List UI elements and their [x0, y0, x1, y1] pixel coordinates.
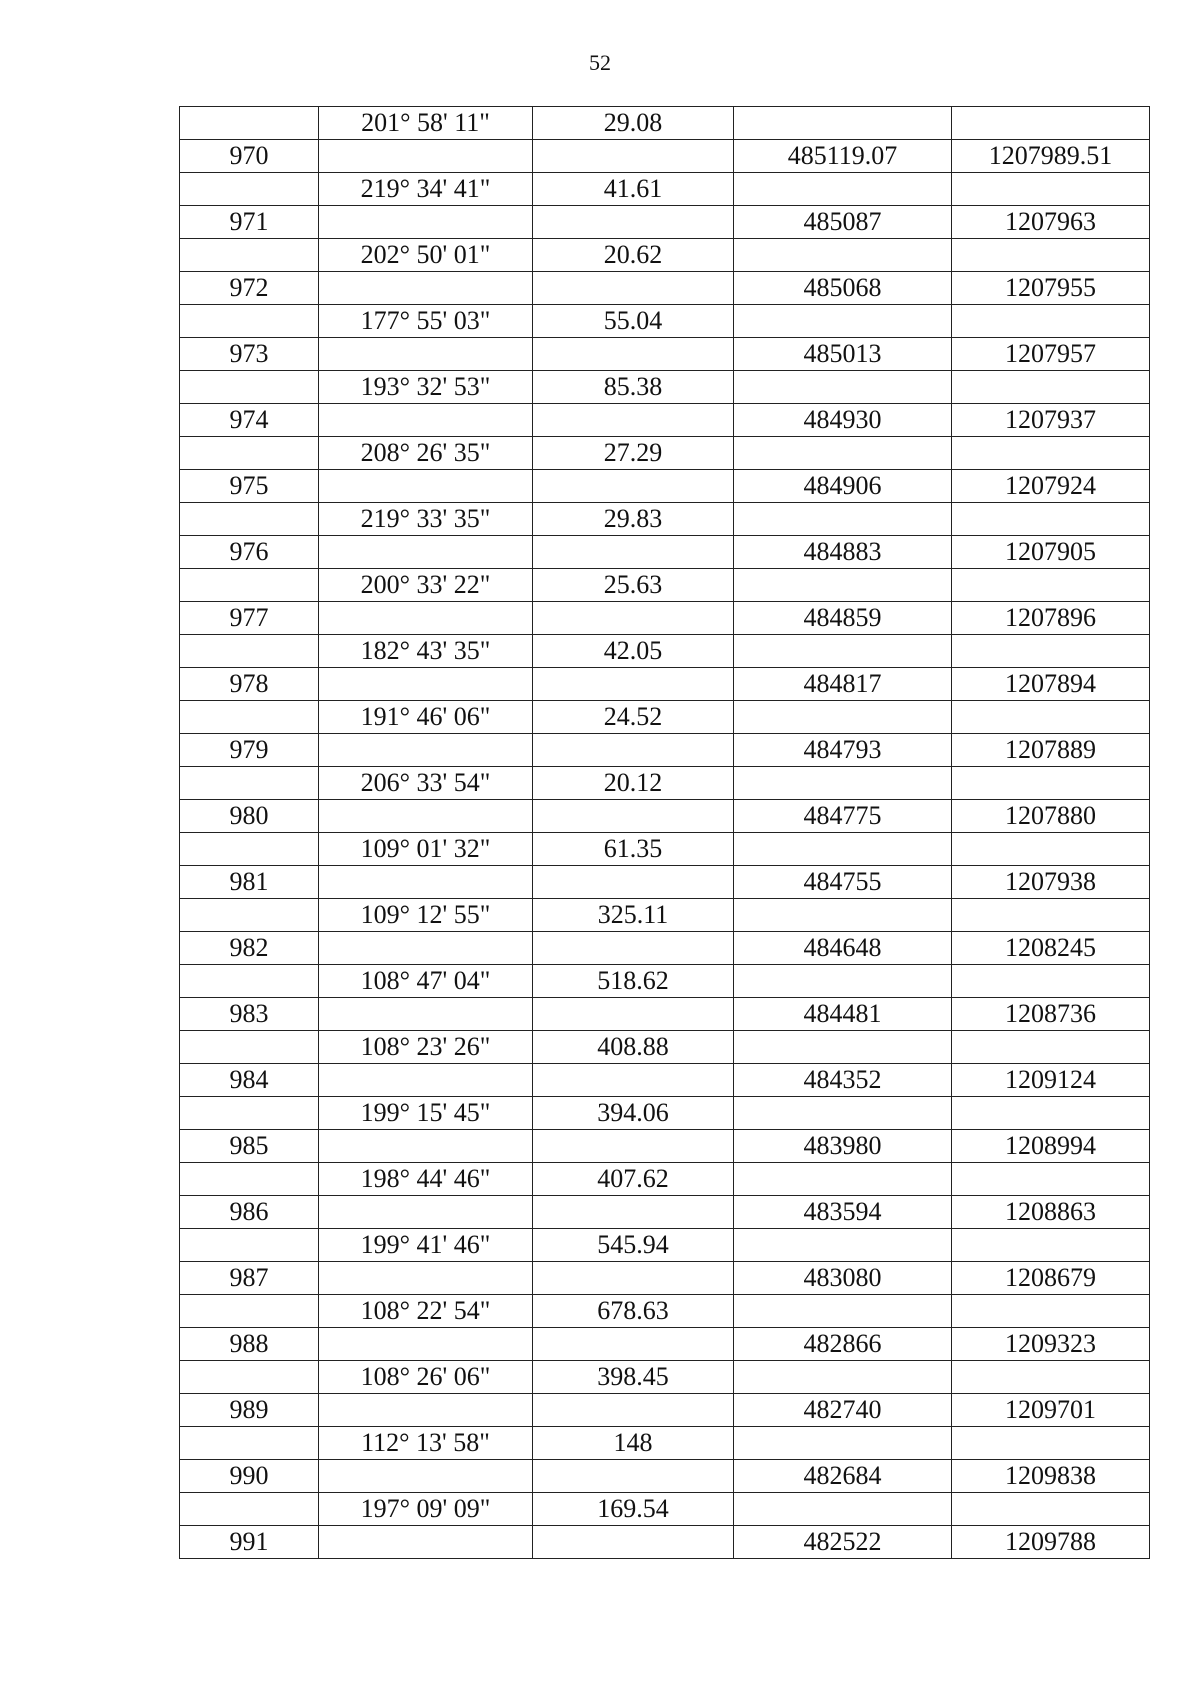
table-row [180, 800, 1150, 833]
easting-cell: 1209788 [952, 1526, 1150, 1559]
distance-cell [533, 338, 734, 371]
bearing-cell [319, 1196, 533, 1229]
northing-cell: 484930 [734, 404, 952, 437]
easting-cell [952, 1427, 1150, 1460]
easting-cell: 1208863 [952, 1196, 1150, 1229]
distance-cell: 545.94 [533, 1229, 734, 1262]
table-row [180, 470, 1150, 503]
northing-cell [734, 437, 952, 470]
table-row [180, 1229, 1150, 1262]
northing-cell: 483594 [734, 1196, 952, 1229]
easting-cell [952, 1097, 1150, 1130]
easting-cell [952, 1493, 1150, 1526]
bearing-cell: 202° 50' 01" [319, 239, 533, 272]
station-cell [180, 1427, 319, 1460]
station-cell: 984 [180, 1064, 319, 1097]
northing-cell: 482522 [734, 1526, 952, 1559]
table-row [180, 371, 1150, 404]
table-row [180, 1361, 1150, 1394]
easting-cell: 1207938 [952, 866, 1150, 899]
bearing-cell: 206° 33' 54" [319, 767, 533, 800]
station-cell: 972 [180, 272, 319, 305]
station-cell: 978 [180, 668, 319, 701]
northing-cell [734, 239, 952, 272]
northing-cell [734, 1229, 952, 1262]
bearing-cell: 219° 33' 35" [319, 503, 533, 536]
distance-cell [533, 140, 734, 173]
table-row [180, 1130, 1150, 1163]
distance-cell [533, 800, 734, 833]
easting-cell [952, 1229, 1150, 1262]
table-row [180, 1493, 1150, 1526]
station-cell [180, 239, 319, 272]
bearing-cell: 177° 55' 03" [319, 305, 533, 338]
northing-cell: 484775 [734, 800, 952, 833]
station-cell: 985 [180, 1130, 319, 1163]
distance-cell: 407.62 [533, 1163, 734, 1196]
easting-cell: 1207924 [952, 470, 1150, 503]
easting-cell: 1207989.51 [952, 140, 1150, 173]
station-cell [180, 899, 319, 932]
bearing-cell: 219° 34' 41" [319, 173, 533, 206]
easting-cell [952, 1295, 1150, 1328]
easting-cell: 1207889 [952, 734, 1150, 767]
bearing-cell: 108° 47' 04" [319, 965, 533, 998]
distance-cell [533, 536, 734, 569]
station-cell: 983 [180, 998, 319, 1031]
bearing-cell [319, 140, 533, 173]
bearing-cell: 182° 43' 35" [319, 635, 533, 668]
northing-cell: 485119.07 [734, 140, 952, 173]
distance-cell: 20.12 [533, 767, 734, 800]
bearing-cell: 198° 44' 46" [319, 1163, 533, 1196]
station-cell [180, 965, 319, 998]
table-row [180, 569, 1150, 602]
easting-cell: 1207937 [952, 404, 1150, 437]
bearing-cell [319, 470, 533, 503]
northing-cell [734, 371, 952, 404]
distance-cell: 55.04 [533, 305, 734, 338]
distance-cell [533, 1262, 734, 1295]
station-cell [180, 1031, 319, 1064]
table-row [180, 602, 1150, 635]
easting-cell [952, 635, 1150, 668]
bearing-cell: 108° 22' 54" [319, 1295, 533, 1328]
bearing-cell [319, 1130, 533, 1163]
table-row [180, 833, 1150, 866]
distance-cell [533, 470, 734, 503]
northing-cell [734, 767, 952, 800]
table-row [180, 1460, 1150, 1493]
easting-cell [952, 239, 1150, 272]
northing-cell: 484352 [734, 1064, 952, 1097]
bearing-cell: 109° 12' 55" [319, 899, 533, 932]
distance-cell: 61.35 [533, 833, 734, 866]
distance-cell: 678.63 [533, 1295, 734, 1328]
northing-cell [734, 1427, 952, 1460]
bearing-cell: 112° 13' 58" [319, 1427, 533, 1460]
northing-cell [734, 569, 952, 602]
station-cell [180, 701, 319, 734]
bearing-cell: 199° 41' 46" [319, 1229, 533, 1262]
station-cell [180, 1163, 319, 1196]
northing-cell: 485068 [734, 272, 952, 305]
table-row [180, 701, 1150, 734]
survey-table-body [180, 107, 1150, 1559]
station-cell: 977 [180, 602, 319, 635]
easting-cell [952, 1031, 1150, 1064]
distance-cell [533, 404, 734, 437]
bearing-cell: 191° 46' 06" [319, 701, 533, 734]
distance-cell [533, 1196, 734, 1229]
table-row [180, 140, 1150, 173]
station-cell: 990 [180, 1460, 319, 1493]
station-cell [180, 833, 319, 866]
easting-cell [952, 767, 1150, 800]
easting-cell [952, 965, 1150, 998]
distance-cell: 24.52 [533, 701, 734, 734]
easting-cell: 1207955 [952, 272, 1150, 305]
distance-cell: 85.38 [533, 371, 734, 404]
northing-cell [734, 1361, 952, 1394]
northing-cell [734, 635, 952, 668]
distance-cell [533, 272, 734, 305]
station-cell [180, 1295, 319, 1328]
distance-cell: 25.63 [533, 569, 734, 602]
station-cell: 976 [180, 536, 319, 569]
station-cell [180, 1493, 319, 1526]
station-cell [180, 503, 319, 536]
bearing-cell [319, 1394, 533, 1427]
distance-cell: 42.05 [533, 635, 734, 668]
northing-cell: 484883 [734, 536, 952, 569]
bearing-cell: 201° 58' 11" [319, 107, 533, 140]
easting-cell: 1208736 [952, 998, 1150, 1031]
station-cell [180, 767, 319, 800]
northing-cell [734, 1493, 952, 1526]
easting-cell: 1209124 [952, 1064, 1150, 1097]
easting-cell: 1208245 [952, 932, 1150, 965]
distance-cell [533, 1130, 734, 1163]
northing-cell: 482866 [734, 1328, 952, 1361]
northing-cell [734, 107, 952, 140]
northing-cell [734, 503, 952, 536]
station-cell: 975 [180, 470, 319, 503]
northing-cell: 484755 [734, 866, 952, 899]
bearing-cell [319, 272, 533, 305]
easting-cell [952, 371, 1150, 404]
table-row [180, 503, 1150, 536]
northing-cell: 484859 [734, 602, 952, 635]
station-cell [180, 1229, 319, 1262]
distance-cell [533, 998, 734, 1031]
distance-cell: 29.08 [533, 107, 734, 140]
table-row [180, 107, 1150, 140]
table-row [180, 338, 1150, 371]
northing-cell: 482740 [734, 1394, 952, 1427]
easting-cell [952, 305, 1150, 338]
station-cell [180, 371, 319, 404]
bearing-cell: 199° 15' 45" [319, 1097, 533, 1130]
table-row [180, 173, 1150, 206]
survey-coordinates-table [179, 106, 1150, 1559]
easting-cell: 1207896 [952, 602, 1150, 635]
bearing-cell [319, 932, 533, 965]
station-cell [180, 173, 319, 206]
northing-cell [734, 173, 952, 206]
table-row [180, 932, 1150, 965]
northing-cell: 484793 [734, 734, 952, 767]
easting-cell [952, 1361, 1150, 1394]
table-row [180, 635, 1150, 668]
table-row [180, 734, 1150, 767]
northing-cell [734, 701, 952, 734]
bearing-cell [319, 1328, 533, 1361]
bearing-cell [319, 998, 533, 1031]
northing-cell [734, 1031, 952, 1064]
station-cell: 970 [180, 140, 319, 173]
distance-cell: 169.54 [533, 1493, 734, 1526]
table-row [180, 1163, 1150, 1196]
easting-cell: 1207894 [952, 668, 1150, 701]
bearing-cell: 108° 26' 06" [319, 1361, 533, 1394]
distance-cell: 408.88 [533, 1031, 734, 1064]
bearing-cell [319, 1460, 533, 1493]
bearing-cell [319, 602, 533, 635]
northing-cell [734, 833, 952, 866]
easting-cell: 1207963 [952, 206, 1150, 239]
bearing-cell [319, 668, 533, 701]
northing-cell: 485013 [734, 338, 952, 371]
table-row [180, 206, 1150, 239]
distance-cell: 518.62 [533, 965, 734, 998]
distance-cell [533, 1526, 734, 1559]
northing-cell: 484481 [734, 998, 952, 1031]
distance-cell [533, 602, 734, 635]
table-row [180, 866, 1150, 899]
table-row [180, 239, 1150, 272]
northing-cell: 482684 [734, 1460, 952, 1493]
easting-cell: 1209838 [952, 1460, 1150, 1493]
distance-cell [533, 1328, 734, 1361]
bearing-cell: 108° 23' 26" [319, 1031, 533, 1064]
bearing-cell: 200° 33' 22" [319, 569, 533, 602]
table-row [180, 404, 1150, 437]
easting-cell [952, 503, 1150, 536]
northing-cell [734, 305, 952, 338]
bearing-cell [319, 338, 533, 371]
station-cell [180, 635, 319, 668]
easting-cell: 1209701 [952, 1394, 1150, 1427]
easting-cell [952, 899, 1150, 932]
easting-cell: 1207905 [952, 536, 1150, 569]
table-row [180, 536, 1150, 569]
station-cell [180, 1361, 319, 1394]
northing-cell [734, 1295, 952, 1328]
table-row [180, 1097, 1150, 1130]
station-cell: 980 [180, 800, 319, 833]
easting-cell [952, 107, 1150, 140]
easting-cell: 1208994 [952, 1130, 1150, 1163]
distance-cell: 325.11 [533, 899, 734, 932]
station-cell: 989 [180, 1394, 319, 1427]
distance-cell: 398.45 [533, 1361, 734, 1394]
table-row [180, 1064, 1150, 1097]
distance-cell: 29.83 [533, 503, 734, 536]
station-cell: 982 [180, 932, 319, 965]
bearing-cell [319, 536, 533, 569]
table-row [180, 1526, 1150, 1559]
easting-cell: 1207880 [952, 800, 1150, 833]
distance-cell [533, 206, 734, 239]
northing-cell [734, 899, 952, 932]
station-cell: 973 [180, 338, 319, 371]
table-row [180, 1328, 1150, 1361]
station-cell: 981 [180, 866, 319, 899]
table-row [180, 305, 1150, 338]
distance-cell [533, 1394, 734, 1427]
bearing-cell [319, 800, 533, 833]
station-cell: 988 [180, 1328, 319, 1361]
station-cell [180, 437, 319, 470]
table-row [180, 1196, 1150, 1229]
northing-cell: 483980 [734, 1130, 952, 1163]
station-cell: 971 [180, 206, 319, 239]
table-row [180, 1295, 1150, 1328]
easting-cell [952, 569, 1150, 602]
distance-cell: 148 [533, 1427, 734, 1460]
northing-cell: 484817 [734, 668, 952, 701]
northing-cell: 484906 [734, 470, 952, 503]
table-row [180, 998, 1150, 1031]
distance-cell: 394.06 [533, 1097, 734, 1130]
bearing-cell [319, 206, 533, 239]
station-cell: 986 [180, 1196, 319, 1229]
station-cell: 991 [180, 1526, 319, 1559]
distance-cell [533, 932, 734, 965]
bearing-cell [319, 1526, 533, 1559]
table-row [180, 767, 1150, 800]
easting-cell [952, 701, 1150, 734]
distance-cell [533, 866, 734, 899]
table-row [180, 899, 1150, 932]
distance-cell [533, 1460, 734, 1493]
distance-cell [533, 668, 734, 701]
distance-cell [533, 1064, 734, 1097]
bearing-cell [319, 1262, 533, 1295]
easting-cell [952, 833, 1150, 866]
bearing-cell: 197° 09' 09" [319, 1493, 533, 1526]
bearing-cell [319, 734, 533, 767]
table-row [180, 1031, 1150, 1064]
station-cell: 979 [180, 734, 319, 767]
page-number: 52 [589, 50, 611, 75]
easting-cell: 1209323 [952, 1328, 1150, 1361]
easting-cell [952, 437, 1150, 470]
easting-cell [952, 173, 1150, 206]
northing-cell: 483080 [734, 1262, 952, 1295]
station-cell: 974 [180, 404, 319, 437]
table-row [180, 668, 1150, 701]
bearing-cell [319, 404, 533, 437]
station-cell [180, 305, 319, 338]
bearing-cell [319, 866, 533, 899]
distance-cell [533, 734, 734, 767]
table-row [180, 965, 1150, 998]
table-row [180, 1262, 1150, 1295]
bearing-cell: 109° 01' 32" [319, 833, 533, 866]
distance-cell: 27.29 [533, 437, 734, 470]
distance-cell: 20.62 [533, 239, 734, 272]
easting-cell: 1208679 [952, 1262, 1150, 1295]
bearing-cell: 193° 32' 53" [319, 371, 533, 404]
northing-cell [734, 1097, 952, 1130]
northing-cell: 485087 [734, 206, 952, 239]
table-row [180, 1394, 1150, 1427]
distance-cell: 41.61 [533, 173, 734, 206]
bearing-cell [319, 1064, 533, 1097]
easting-cell: 1207957 [952, 338, 1150, 371]
station-cell: 987 [180, 1262, 319, 1295]
northing-cell: 484648 [734, 932, 952, 965]
table-row [180, 437, 1150, 470]
northing-cell [734, 965, 952, 998]
table-row [180, 272, 1150, 305]
station-cell [180, 569, 319, 602]
table-row [180, 1427, 1150, 1460]
northing-cell [734, 1163, 952, 1196]
station-cell [180, 1097, 319, 1130]
station-cell [180, 107, 319, 140]
easting-cell [952, 1163, 1150, 1196]
bearing-cell: 208° 26' 35" [319, 437, 533, 470]
